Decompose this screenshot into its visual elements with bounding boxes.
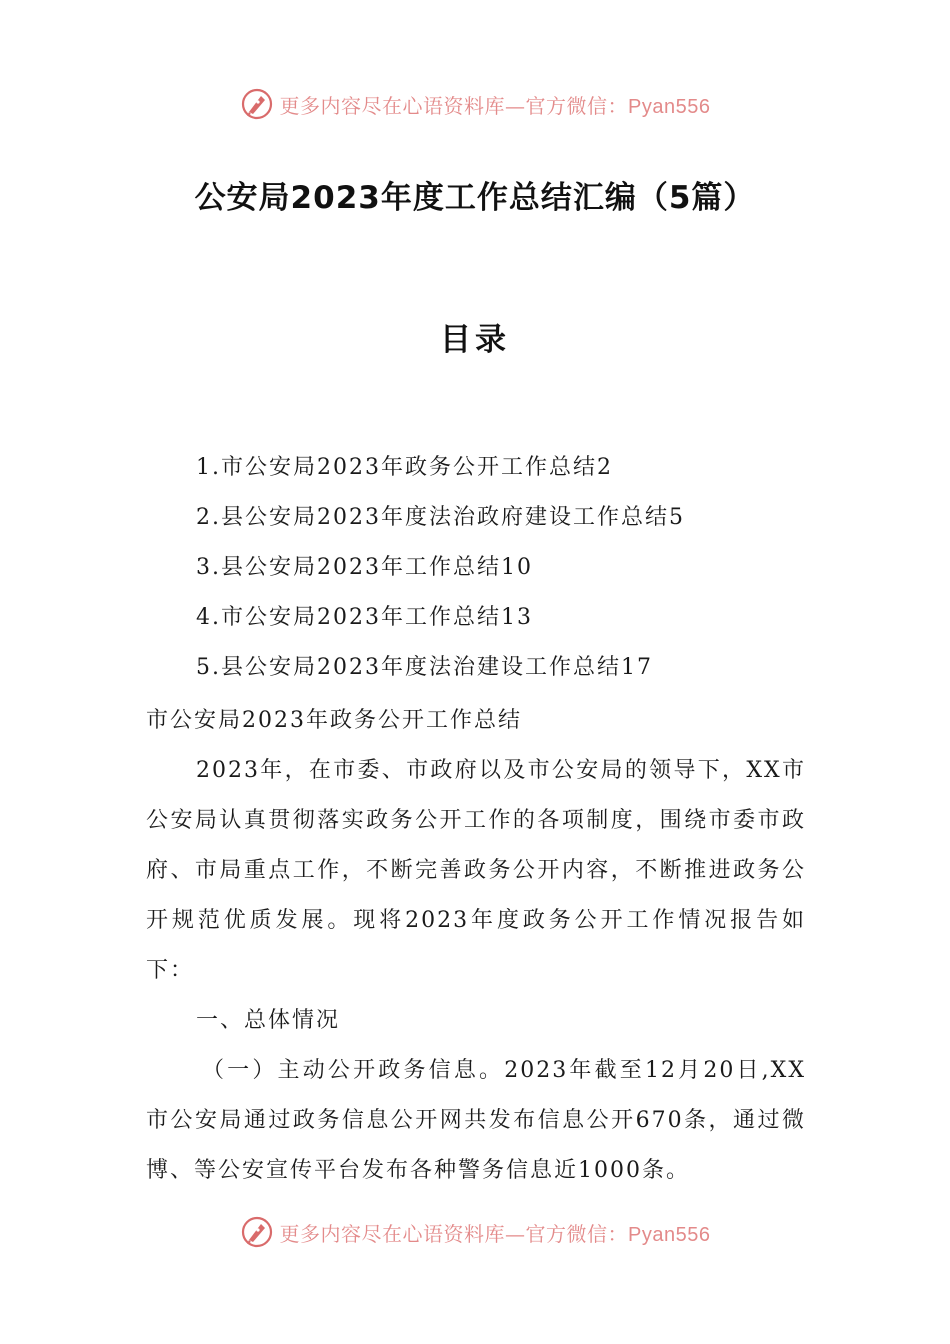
document-body — [146, 696, 806, 1196]
toc-item[interactable]: 4.市公安局2023年工作总结13 — [196, 605, 533, 630]
toc-item[interactable]: 1.市公安局2023年政务公开工作总结2 — [196, 455, 613, 480]
pen-nib-logo-icon — [240, 87, 274, 121]
table-of-contents — [196, 448, 685, 698]
document-title: 公安局2023年度工作总结汇编（5篇） — [194, 180, 756, 216]
toc-item[interactable]: 2.县公安局2023年度法治政府建设工作总结5 — [196, 505, 685, 530]
watermark-id: Pyan556 — [628, 95, 711, 118]
watermark-id: Pyan556 — [628, 1223, 711, 1246]
watermark-header — [0, 84, 950, 124]
body-paragraph: 2023年，在市委、市政府以及市公安局的领导下，XX市公安局认真贯彻落实政务公开工作的各项制度，围绕市委市政府、市局重点工作，不断完善政务公开内容，不断推进政务公开规范优质发展。现将2023年度政务公开工作情况报告如下： — [146, 758, 806, 983]
watermark-text: 更多内容尽在心语资料库—官方微信：Pyan556 — [279, 1221, 711, 1246]
toc-heading: 目录 — [440, 322, 510, 358]
watermark-footer — [0, 1212, 950, 1252]
toc-item[interactable]: 3.县公安局2023年工作总结10 — [196, 555, 533, 580]
toc-item[interactable]: 5.县公安局2023年度法治建设工作总结17 — [196, 655, 653, 680]
body-paragraph: （一）主动公开政务信息。2023年截至12月20日,XX市公安局通过政务信息公开网共发布信息公开670条，通过微博、等公安宣传平台发布各种警务信息近1000条。 — [146, 1058, 806, 1183]
watermark-text: 更多内容尽在心语资料库—官方微信：Pyan556 — [279, 93, 711, 118]
pen-nib-logo-icon — [240, 1215, 274, 1249]
section-title: 市公安局2023年政务公开工作总结 — [146, 708, 522, 733]
section-heading: 一、总体情况 — [196, 1008, 341, 1033]
